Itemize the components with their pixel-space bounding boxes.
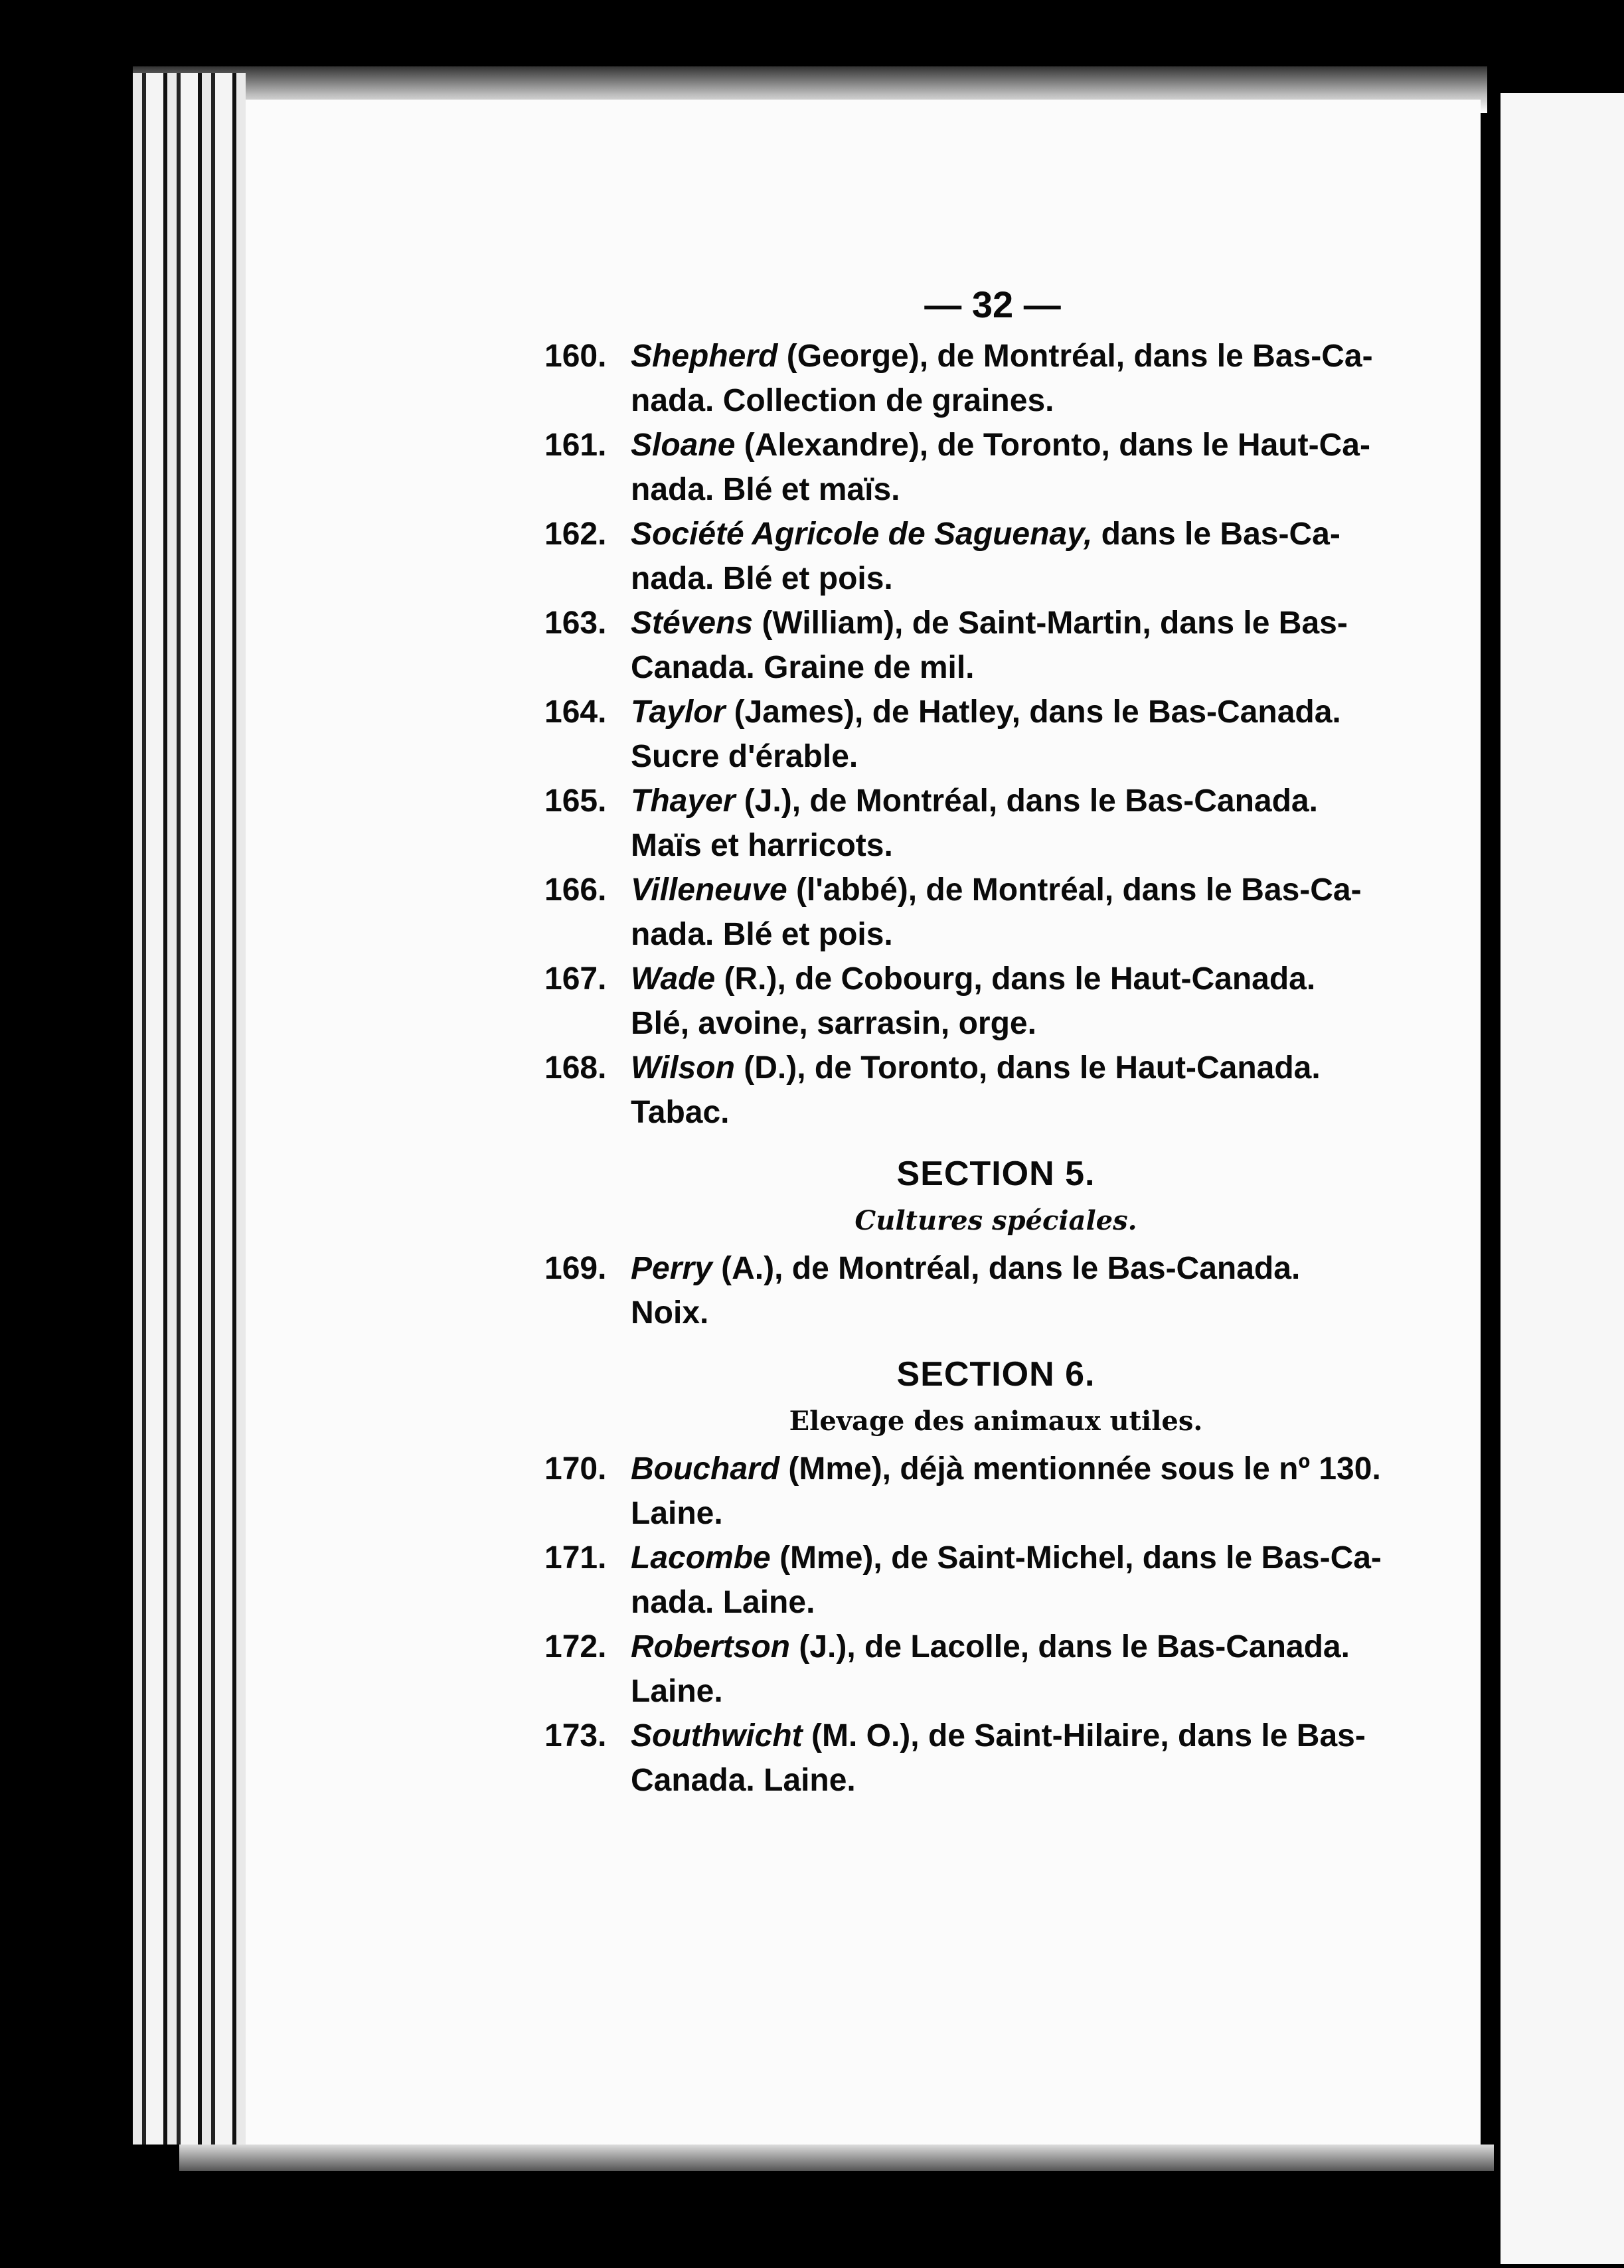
entry-number: 169. [544, 1251, 607, 1286]
catalogue-entry [531, 868, 1381, 957]
entry-number: 170. [544, 1451, 607, 1487]
exhibitor-name: Robertson [631, 1629, 790, 1664]
entry-details: (George), de Montréal, dans le Bas-Ca- [777, 339, 1373, 374]
entry-details: (D.), de Toronto, dans le Haut-Canada. [734, 1050, 1321, 1086]
section-6-title: SECTION 6. [896, 1355, 1096, 1394]
entry-number: 165. [544, 783, 607, 819]
entry-continuation: Canada. Laine. [631, 1763, 856, 1798]
catalogue-entry [531, 690, 1381, 779]
catalogue-entry [531, 779, 1381, 868]
catalogue-entry [531, 1046, 1381, 1135]
entry-details: (William), de Saint-Martin, dans le Bas- [753, 606, 1348, 641]
catalogue-entry [531, 512, 1381, 601]
entry-continuation: Canada. Graine de mil. [631, 650, 975, 685]
entry-number: 162. [544, 517, 607, 552]
entry-continuation: nada. Blé et pois. [631, 917, 893, 952]
exhibitor-name: Société Agricole de Saguenay, [631, 517, 1093, 552]
page-number: — 32 — [924, 284, 1061, 325]
exhibitor-name: Taylor [631, 694, 726, 730]
catalogue-entry [531, 1447, 1381, 1536]
entry-number: 167. [544, 961, 607, 997]
section-6-subtitle: Elevage des animaux utiles. [789, 1406, 1203, 1437]
entry-continuation: Blé, avoine, sarrasin, orge. [631, 1006, 1036, 1041]
entry-first-line [631, 512, 1381, 556]
catalogue-entry [531, 334, 1381, 423]
entry-first-line [631, 334, 1381, 378]
book-spine [133, 73, 246, 2145]
exhibitor-name: Sloane [631, 428, 736, 463]
entry-first-line [631, 601, 1381, 645]
entry-first-line [631, 1246, 1381, 1291]
entry-continuation: nada. Laine. [631, 1585, 815, 1620]
entry-list-section4 [531, 334, 1381, 1135]
entry-details: (l'abbé), de Montréal, dans le Bas-Ca- [787, 872, 1362, 908]
exhibitor-name: Villeneuve [631, 872, 787, 908]
entry-details: (Mme), de Saint-Michel, dans le Bas-Ca- [770, 1540, 1382, 1576]
page-text-block [531, 282, 1381, 1803]
exhibitor-name: Lacombe [631, 1540, 771, 1576]
exhibitor-name: Wilson [631, 1050, 735, 1086]
entry-first-line [631, 1714, 1381, 1758]
entry-details: (M. O.), de Saint-Hilaire, dans le Bas- [802, 1718, 1366, 1753]
entry-number: 173. [544, 1718, 607, 1753]
catalogue-entry [531, 1714, 1381, 1803]
entry-details: (J.), de Montréal, dans le Bas-Canada. [735, 783, 1318, 819]
entry-details: (Mme), déjà mentionnée sous le nº 130. [779, 1451, 1381, 1487]
entry-first-line [631, 957, 1381, 1001]
entry-details: (James), de Hatley, dans le Bas-Canada. [725, 694, 1341, 730]
entry-details: (A.), de Montréal, dans le Bas-Canada. [712, 1251, 1301, 1286]
entry-continuation: Maïs et harricots. [631, 828, 893, 863]
entry-details: (R.), de Cobourg, dans le Haut-Canada. [715, 961, 1316, 997]
entry-number: 163. [544, 606, 607, 641]
entry-continuation: Laine. [631, 1496, 723, 1531]
catalogue-entry [531, 1536, 1381, 1625]
entry-details: (J.), de Lacolle, dans le Bas-Canada. [790, 1629, 1350, 1664]
section-5-subtitle: Cultures spéciales. [854, 1205, 1137, 1236]
entry-continuation: Noix. [631, 1295, 709, 1331]
catalogue-entry [531, 1625, 1381, 1714]
entry-continuation: Laine. [631, 1674, 723, 1709]
catalogue-entry [531, 1246, 1381, 1335]
entry-continuation: nada. Blé et maïs. [631, 472, 900, 507]
exhibitor-name: Wade [631, 961, 716, 997]
entry-first-line [631, 690, 1381, 734]
exhibitor-name: Stévens [631, 606, 754, 641]
exhibitor-name: Thayer [631, 783, 736, 819]
adjacent-page-edge [1501, 93, 1624, 2264]
entry-number: 161. [544, 428, 607, 463]
entry-continuation: nada. Blé et pois. [631, 561, 893, 596]
section-5-title: SECTION 5. [896, 1155, 1096, 1193]
book-bottom-edge [179, 2145, 1494, 2171]
entry-first-line [631, 1046, 1381, 1090]
entry-number: 171. [544, 1540, 607, 1576]
entry-first-line [631, 779, 1381, 823]
entry-first-line [631, 868, 1381, 912]
entry-list-section5 [531, 1246, 1381, 1335]
entry-number: 160. [544, 339, 607, 374]
entry-details: (Alexandre), de Toronto, dans le Haut-Ca- [735, 428, 1370, 463]
catalogue-entry [531, 957, 1381, 1046]
entry-continuation: Sucre d'érable. [631, 739, 858, 774]
entry-list-section6 [531, 1447, 1381, 1803]
entry-details: dans le Bas-Ca- [1092, 517, 1340, 552]
entry-number: 172. [544, 1629, 607, 1664]
catalogue-entry [531, 423, 1381, 512]
entry-first-line [631, 1447, 1381, 1491]
entry-first-line [631, 1536, 1381, 1580]
entry-continuation: Tabac. [631, 1095, 730, 1130]
exhibitor-name: Shepherd [631, 339, 778, 374]
entry-first-line [631, 1625, 1381, 1669]
exhibitor-name: Southwicht [631, 1718, 803, 1753]
catalogue-entry [531, 601, 1381, 690]
entry-first-line [631, 423, 1381, 467]
exhibitor-name: Bouchard [631, 1451, 780, 1487]
entry-number: 164. [544, 694, 607, 730]
exhibitor-name: Perry [631, 1251, 712, 1286]
entry-number: 168. [544, 1050, 607, 1086]
entry-number: 166. [544, 872, 607, 908]
entry-continuation: nada. Collection de graines. [631, 383, 1054, 418]
